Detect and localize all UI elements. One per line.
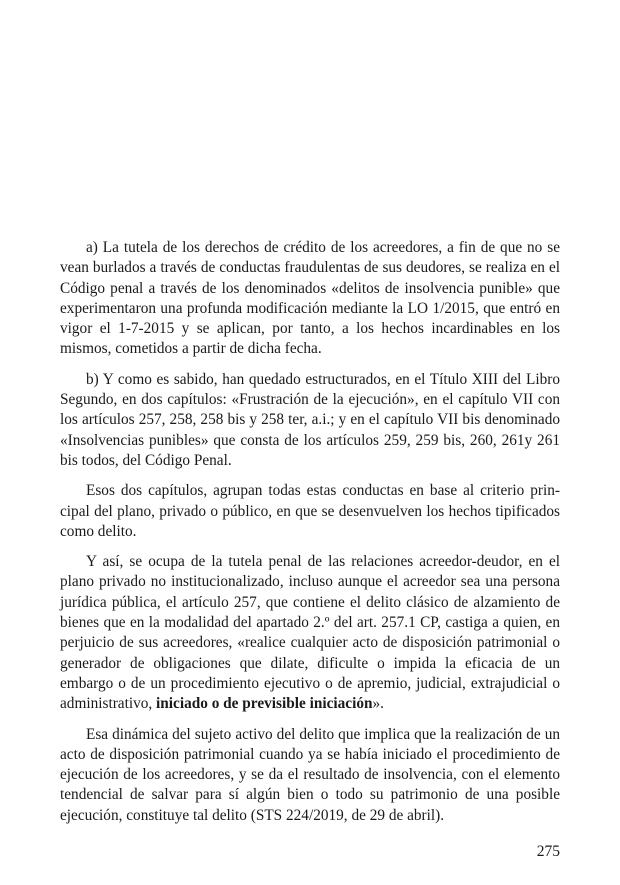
body-text xyxy=(60,238,560,836)
page-number: 275 xyxy=(536,843,560,860)
paragraph-article-257-end: ». xyxy=(372,695,384,713)
paragraph-dynamics: Esa dinámica del sujeto activo del delito que implica que la realización de un acto de disposición patrimonial cuando ya se había iniciado el procedimiento de ejecución de los acreedores, y se da el resultado de insolvencia, con el elemento tendencial de salvar para sí algún bien o todo su patrimonio de una posible ejecución, constituye tal delito (STS 224/2019, de 29 de abril). xyxy=(60,725,560,824)
paragraph-article-257 xyxy=(60,552,560,714)
paragraph-b: b) Y como es sabido, han quedado estructurados, en el Título XIII del Libro Segundo, en dos capítulos: «Frustración de la ejecución», en el capítulo VII con los artículos 257, 258, 258 bis y 258 ter, a.i.; y en el capítulo VII bis denominado «Insolvencias punibles» que consta de los artículos 259, 259 bis, 260, 261y 261 bis todos, del Código Penal. xyxy=(60,370,560,469)
paragraph-chapters: Esos dos capítulos, agrupan todas estas conductas en base al criterio principal del plano, privado o público, en que se desenvuelven los hechos tipificados como delito. xyxy=(60,482,560,540)
paragraph-a: a) La tutela de los derechos de crédito de los acreedores, a fin de que no se vean burlados a través de conductas fraudulentas de sus deudores, se realiza en el Código penal a través de los denominados «delitos de insolvencia punible» que experimentaron una profunda modificación mediante la LO 1/2015, que entró en vigor el 1-7-2015 y se aplican, por tanto, a los hechos incardinables en los mismos, cometidos a partir de dicha fecha. xyxy=(60,239,560,358)
paragraph-article-257-text: Y así, se ocupa de la tutela penal de las relaciones acreedor-deudor, en el plano privado no institucionalizado, incluso aunque el acreedor sea una persona jurídica pública, el artículo 257, que contiene el delito clásico de alzamiento de bienes que en la modalidad del apartado 2.º del art. 257.1 CP, castiga a quien, en perjuicio de sus acreedores, «realice cualquier acto de disposición patrimonial o generador de obligaciones que dilate, dificulte o impida la eficacia de un embargo o de un procedimiento ejecutivo o de apremio, judicial, extrajudicial o administrativo, xyxy=(60,553,560,713)
bold-phrase: iniciado o de previsible iniciación xyxy=(156,695,373,713)
